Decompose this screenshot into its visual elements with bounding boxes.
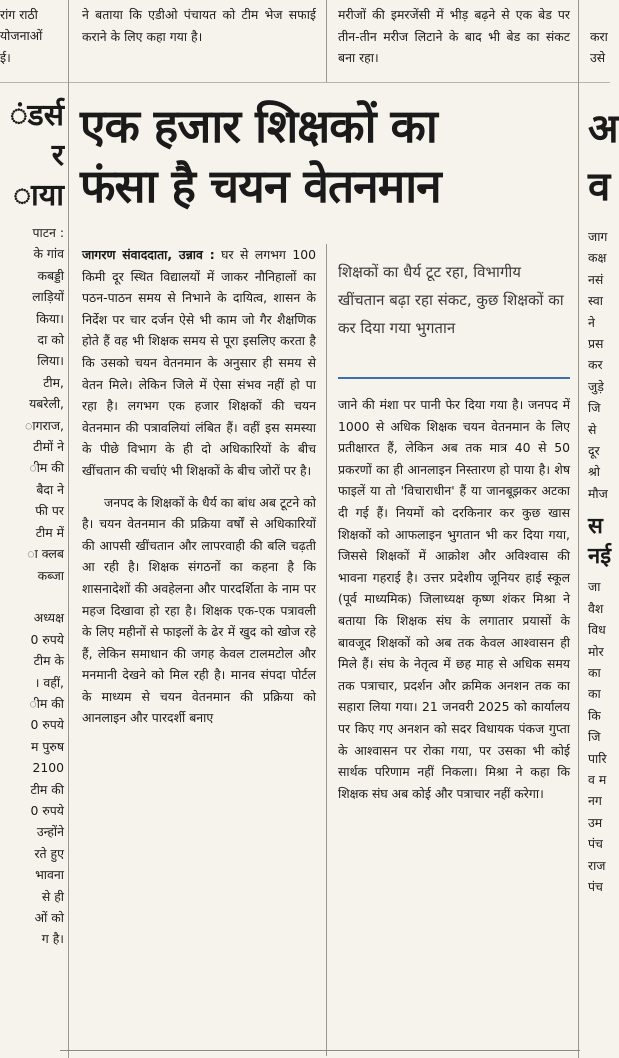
- bottom-rule: [60, 1050, 580, 1051]
- right-heading-fragment: व: [588, 164, 611, 210]
- text-line: जुड़े: [588, 378, 604, 394]
- text-line: व म: [588, 771, 607, 787]
- byline: जागरण संवाददाता, उन्नाव :: [82, 247, 215, 262]
- text-line: अध्यक्ष: [33, 610, 64, 626]
- text-line: टीम में: [35, 524, 64, 540]
- left-heading-fragment: ाया: [13, 178, 64, 213]
- text-line: उम: [588, 814, 603, 830]
- text-line: ागराज,: [25, 417, 64, 433]
- text-line: दा को: [37, 332, 64, 348]
- text-fragment: ई।: [0, 49, 11, 65]
- text-line: मौज: [588, 485, 608, 501]
- left-heading-fragment: ंडर्स: [9, 98, 64, 133]
- text-line: से ही: [41, 888, 64, 904]
- paragraph-1: घर से लगभग 100 किमी दूर स्थित विद्यालयों में जाकर नौनिहालों का पठन-पाठन समय से निभाने के दायित्व, शासन के निर्देश पर चार दर्जन ऐसे भी काम जो गैर शैक्षणिक होते हैं वह भी शिक्षक समय से पूरा इसलिए करता है कि उसको चयन वेतनमान के अनुसार ही समय से वेतन मिले। लेकिन जिले में ऐसा संभव नहीं हो पा रहा है। लगभग एक हजार शिक्षकों की चयन वेतनमान की पत्रावलियां लंबित हैं। वहीं इस समस्या के पीछे विभाग के ही दो अधिकारियों के बीच खींचतान की चर्चाएं भी शिक्षकों के बीच जोरों पर है।: [82, 247, 316, 478]
- text-line: कक्ष: [588, 250, 607, 266]
- text-line: पंच: [588, 836, 603, 852]
- pull-quote: शिक्षकों का धैर्य टूट रहा, विभागीय खींचतान बढ़ा रहा संकट, कुछ शिक्षकों का कर दिया गया भुगतान: [338, 263, 564, 337]
- right-text-lines-2: [588, 576, 610, 897]
- top-divider: [0, 82, 610, 83]
- text-line: 0 रुपये: [30, 717, 64, 733]
- article-column-2: जाने की मंशा पर पानी फेर दिया गया है। जनपद में 1000 से अधिक शिक्षक चयन वेतनमान के लिए प्रतीक्षारत हैं, लेकिन अब तक मात्र 40 से 50 प्रकरणों का ही आनलाइन निस्तारण हो पाया है। शेष फाइलें या तो 'विचाराधीन' हैं या जानबूझकर अटका दी गई हैं। नियमों को दरकिनार कर कुछ खास शिक्षकों को आफलाइन भुगतान भी कर दिया गया, जिससे शिक्षकों में आक्रोश और अविश्वास की भावना गहराई है। उत्तर प्रदेशीय जूनियर हाई स्कूल (पूर्व माध्यमिक) जिलाध्यक्ष कृष्ण शंकर मिश्रा ने बताया कि शिक्षक संघ के लगातार प्रयासों के बावजूद शिक्षकों को अब तक केवल आश्वासन ही मिले हैं। संघ के नेतृत्व में छह माह से अधिक समय तक पत्राचार, प्रदर्शन और क्रमिक अनशन तक का सहारा लिया गया। 21 जनवरी 2025 को कार्यालय पर किए गए अनशन को सदर विधायक पंकज गुप्ता के आश्वासन पर रोका गया, पर उसका भी कोई सार्थक परिणाम नहीं निकला। मिश्रा ने कहा कि शिक्षक संघ अब कोई और पत्राचार नहीं करेगा।: [338, 397, 570, 801]
- text-line: श्रो: [588, 464, 600, 480]
- right-column: [588, 100, 619, 897]
- text-line: भावना: [35, 867, 64, 883]
- text-line: बैदा ने: [36, 481, 64, 497]
- text-line: टीम,: [43, 374, 64, 390]
- right-subheading-fragment: नई: [588, 544, 612, 570]
- text-line: रते हुए: [34, 845, 64, 861]
- text-line: फी पर: [35, 503, 64, 519]
- text-line: कब्जा: [37, 567, 64, 583]
- column-rule-middle: [326, 244, 327, 1056]
- text-line: पारि: [588, 750, 607, 766]
- text-line: टीम की: [30, 781, 64, 797]
- left-text-lines: [0, 222, 64, 950]
- text-line: वैश: [588, 600, 604, 616]
- text-line: से: [588, 421, 597, 437]
- text-line: प्रस: [588, 336, 604, 352]
- text-line: ा क्लब: [27, 546, 64, 562]
- text-fragment: रांग राठी: [0, 7, 38, 22]
- text-line: उन्होंने: [36, 824, 64, 840]
- text-line: ग है।: [41, 931, 64, 947]
- text-line: का: [588, 664, 601, 680]
- top-middle-text: ने बताया कि एडीओ पंचायत को टीम भेज सफाई कराने के लिए कहा गया है।: [82, 7, 316, 44]
- text-line: जाग: [588, 229, 608, 244]
- text-line: के गांव: [33, 246, 64, 262]
- text-fragment: योजनाओं: [0, 28, 43, 44]
- headline-line-1: एक हजार शिक्षकों का: [80, 99, 437, 153]
- right-heading-fragment: अ: [588, 106, 619, 152]
- text-line: पंच: [588, 878, 603, 894]
- text-line: स्वा: [588, 293, 603, 309]
- paragraph-2: जनपद के शिक्षकों के धैर्य का बांध अब टूटने को है। चयन वेतनमान की प्रक्रिया वर्षों से अधिकारियों की आपसी खींचतान और लापरवाही की बलि चढ़ती आ रही है। शिक्षक संगठनों का कहना है कि शासनादेशों की अवहेलना और पारदर्शिता के नाम पर महज दिखावा हो रहा है। शिक्षक एक-एक पत्रावली के लिए महीनों से फाइलों के ढेर में खुद को खोज रहे हैं, लेकिन समाधान की जगह केवल टालमटोल और मनमानी देखने को मिल रही है। मानव संपदा पोर्टल के माध्यम से चयन वेतनमान की प्रक्रिया को आनलाइन और पारदर्शी बनाए: [82, 494, 316, 726]
- text-line: जि: [588, 400, 601, 416]
- column-rule-left: [68, 0, 69, 1058]
- text-line: [0, 586, 64, 607]
- text-line: का: [588, 686, 601, 702]
- text-line: यबरेली,: [29, 396, 64, 412]
- text-line: लिया।: [37, 353, 64, 369]
- text-line: कि: [588, 707, 601, 723]
- right-text-lines: [588, 226, 610, 504]
- text-line: कबड्डी: [37, 267, 64, 283]
- left-heading-fragment: र: [51, 138, 64, 173]
- text-line: म पुरुष: [31, 738, 64, 754]
- text-line: किया।: [36, 310, 64, 326]
- text-line: 0 रुपये: [30, 631, 64, 647]
- text-line: ने: [588, 314, 595, 330]
- top-far-right-fragments: [590, 26, 610, 69]
- text-line: लाड़ियों: [32, 289, 64, 305]
- text-fragment: करा: [590, 29, 608, 44]
- text-line: 0 रुपये: [30, 802, 64, 818]
- text-line: । वहीं,: [34, 674, 64, 690]
- pull-quote-rule: [338, 377, 570, 379]
- text-line: ओं को: [34, 910, 64, 925]
- column-rule-top-middle: [326, 0, 327, 82]
- text-line: नसं: [588, 271, 604, 287]
- text-line: टीमों ने: [33, 439, 64, 455]
- column-rule-right: [578, 0, 579, 1058]
- text-line: कर: [588, 357, 603, 373]
- article-headline: [80, 96, 550, 216]
- text-line: मोर: [588, 643, 604, 659]
- text-line: दूर: [588, 443, 600, 459]
- text-line: नग: [588, 793, 602, 809]
- text-line: राज: [588, 857, 606, 873]
- text-line: टीम के: [33, 653, 64, 669]
- top-left-fragments: [0, 4, 64, 68]
- headline-line-2: फंसा है चयन वेतनमान: [80, 159, 441, 213]
- text-line: 2100: [32, 760, 64, 776]
- right-subheading-fragment: स: [588, 514, 603, 540]
- text-line: ीम की: [29, 460, 64, 476]
- text-line: जा: [588, 579, 601, 595]
- text-fragment: उसे: [590, 50, 606, 66]
- text-line: ीम की: [29, 695, 64, 711]
- text-line: विध: [588, 622, 606, 638]
- text-line: जि: [588, 729, 601, 745]
- left-column: [0, 96, 64, 950]
- top-right-text: मरीजों की इमरजेंसी में भीड़ बढ़ने से एक बेड पर तीन-तीन मरीज लिटाने के बाद भी बेड का संकट बना रहा।: [338, 7, 570, 66]
- text-line: पाटन :: [32, 225, 64, 240]
- article-column-1: [82, 244, 316, 1056]
